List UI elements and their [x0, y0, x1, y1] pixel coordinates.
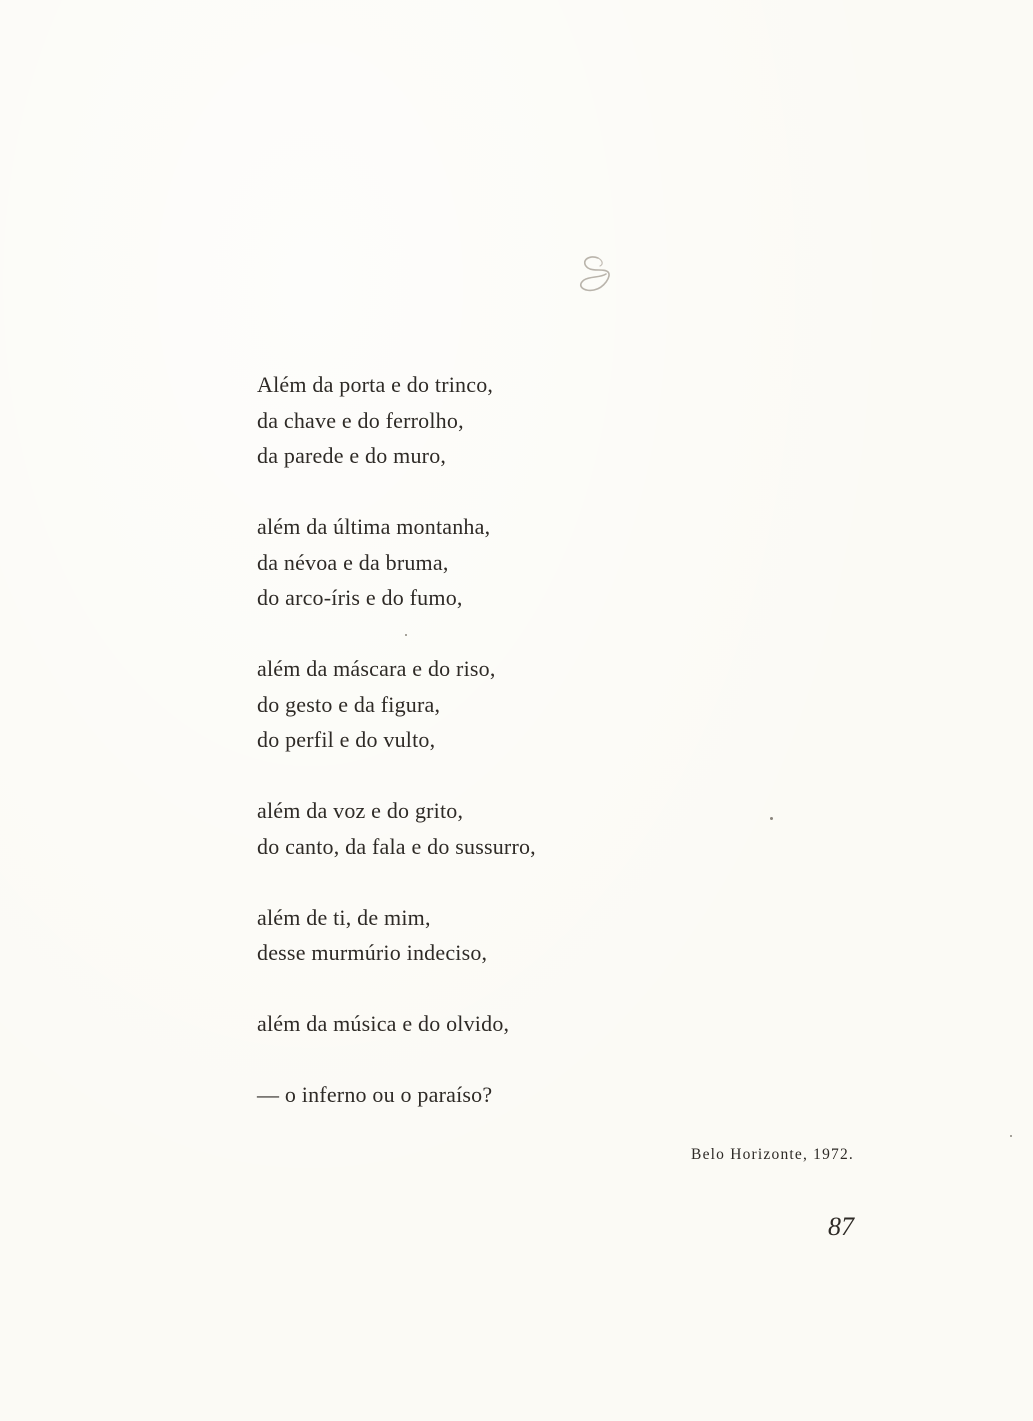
paper-speck [405, 634, 407, 636]
place-date: Belo Horizonte, 1972. [691, 1146, 854, 1163]
stanza [257, 1077, 857, 1113]
stanza [257, 793, 857, 864]
poem-line: desse murmúrio indeciso, [257, 940, 488, 965]
stanza-break [257, 758, 857, 794]
stanza-break [257, 474, 857, 510]
stanza-break [257, 971, 857, 1007]
poem-line: da chave e do ferrolho, [257, 407, 464, 433]
stanza [257, 509, 857, 616]
poem [257, 367, 857, 1113]
stanza [257, 900, 857, 971]
poem-line: além da máscara e do riso, [257, 656, 496, 681]
paper-speck [1010, 1135, 1012, 1137]
stanza-break [257, 864, 857, 900]
poem-line: além da última montanha, [257, 514, 491, 539]
stanza [257, 367, 857, 474]
poem-line: — o inferno ou o paraíso? [257, 1082, 493, 1107]
poem-line: do canto, da fala e do sussurro, [257, 833, 536, 859]
poem-line: Além da porta e do trinco, [257, 372, 494, 397]
poem-line: além da música e do olvido, [257, 1011, 510, 1036]
page-number: 87 [828, 1212, 854, 1241]
pencil-mark-icon [574, 250, 618, 298]
poem-line: da parede e do muro, [257, 443, 447, 468]
poem-line: além de ti, de mim, [257, 904, 431, 930]
paper-speck [770, 817, 773, 820]
poem-line: além da voz e do grito, [257, 798, 464, 823]
stanza [257, 651, 857, 758]
stanza-break [257, 616, 857, 652]
stanza-break [257, 1042, 857, 1078]
poem-line: do perfil e do vulto, [257, 727, 436, 752]
poem-line: do gesto e da figura, [257, 691, 441, 717]
stanza [257, 1006, 857, 1042]
poem-line: da névoa e da bruma, [257, 549, 449, 575]
poem-line: do arco-íris e do fumo, [257, 585, 463, 610]
